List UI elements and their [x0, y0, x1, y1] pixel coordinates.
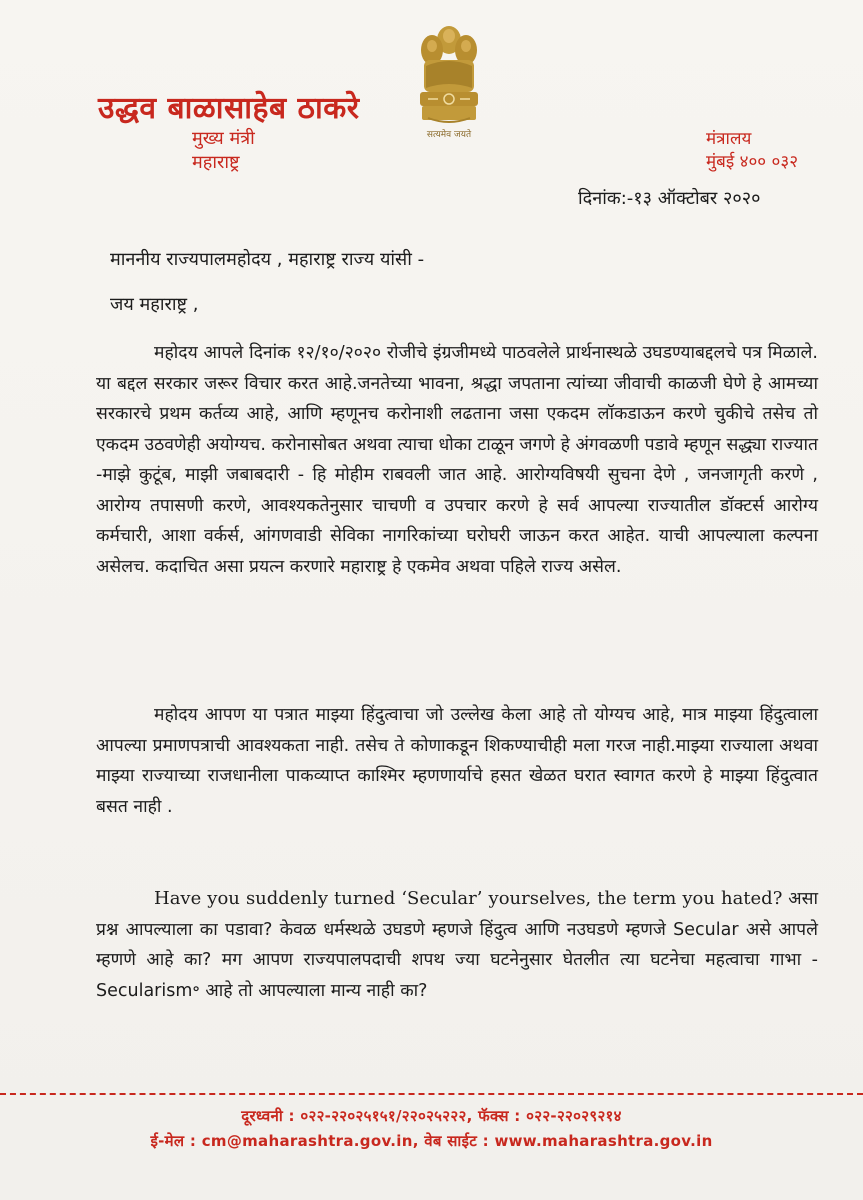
letter-date: दिनांक:-१३ ऑक्टोबर २०२० — [578, 188, 761, 209]
sender-designation — [192, 127, 255, 175]
addressee: माननीय राज्यपालमहोदय , महाराष्ट्र राज्य यांसी - — [110, 249, 425, 270]
paragraph-1 — [96, 338, 818, 582]
designation-line-1: मुख्य मंत्री — [192, 128, 255, 149]
paragraph-3-marathi: असा प्रश्न आपल्याला का पडावा? केवळ धर्मस्थळे उघडणे म्हणजे हिंदुत्व आणि नउघडणे म्हणजे Secular असे आपले म्हणणे आहे का? मग आपण राज्यपालपदाची शपथ ज्या घटनेनुसार घेतलीत त्या घटनेचा महत्वाचा गाभा -Secularism॰ आहे तो आपल्याला मान्य नाही का? — [96, 889, 818, 1001]
paragraph-1-text: महोदय आपले दिनांक १२/१०/२०२० रोजीचे इंग्रजीमध्ये पाठवलेले प्रार्थनास्थळे उघडण्याबद्दलचे पत्र मिळाले. या बद्दल सरकार जरूर विचार करत आहे.जनतेच्या भावना, श्रद्धा जपताना त्यांच्या जीवाची काळजी घेणे हे आमच्या सरकारचे प्रथम कर्तव्य आहे, आणि म्हणूनच करोनाशी लढताना जसा एकदम लॉकडाऊन करणे चुकीचे तसेच तो एकदम उठवणेही अयोग्यच. करोनासोबत अथवा त्याचा धोका टाळून जगणे हे अंगवळणी पडावे म्हणून सद्ध्या राज्यात -माझे कुटूंब, माझी जबाबदारी - हि मोहीम राबवली जात आहे. आरोग्यविषयी सुचना देणे , जनजागृती करणे , आरोग्य तपासणी करणे, आवश्यकतेनुसार चाचणी व उपचार करणे हे सर्व आपल्या राज्यातील डॉक्टर्स आरोग्य कर्मचारी, आशा वर्कर्स, आंगणवाडी सेविका नागरिकांच्या घरोघरी जाऊन करत आहेत. याची आपल्याला कल्पना असेलच. कदाचित असा प्रयत्न करणारे महाराष्ट्र हे एकमेव अथवा पहिले राज्य असेल. — [96, 343, 818, 577]
office-line-1: मंत्रालय — [706, 129, 752, 149]
office-line-2: मुंबई ४०० ०३२ — [706, 152, 799, 172]
paragraph-2-text: महोदय आपण या पत्रात माझ्या हिंदुत्वाचा जो उल्लेख केला आहे तो योग्यच आहे, मात्र माझ्या हिंदुत्वाला आपल्या प्रमाणपत्राची आवश्यकता नाही. तसेच ते कोणाकडून शिकण्याचीही मला गरज नाही.माझ्या राज्याला अथवा माझ्या राज्याच्या राजधानीला पाकव्याप्त काश्मिर म्हणणार्याचे हसत खेळत घरात स्वागत करणे हे माझ्या हिंदुत्वात बसत नाही . — [96, 705, 818, 817]
footer-divider — [0, 1093, 863, 1095]
paragraph-2 — [96, 700, 818, 822]
national-emblem-icon — [414, 22, 484, 140]
designation-line-2: महाराष्ट्र — [192, 152, 240, 173]
paragraph-3 — [96, 884, 818, 1006]
footer-phone-line: दूरध्वनी : ०२२-२२०२५१५१/२२०२५२२२, फॅक्स : ०२२-२२०२९२१४ — [241, 1107, 622, 1125]
paragraph-3-english: Have you suddenly turned ‘Secular’ yourselves, the term you hated? — [154, 888, 783, 909]
office-address — [706, 128, 798, 174]
greeting: जय महाराष्ट्र , — [110, 294, 199, 315]
footer-web-line: ई-मेल : cm@maharashtra.gov.in, वेब साईट : www.maharashtra.gov.in — [150, 1132, 713, 1150]
sender-name: उद्धव बाळासाहेब ठाकरे — [98, 91, 360, 126]
emblem-caption: सत्यमेव जयते — [426, 130, 472, 140]
